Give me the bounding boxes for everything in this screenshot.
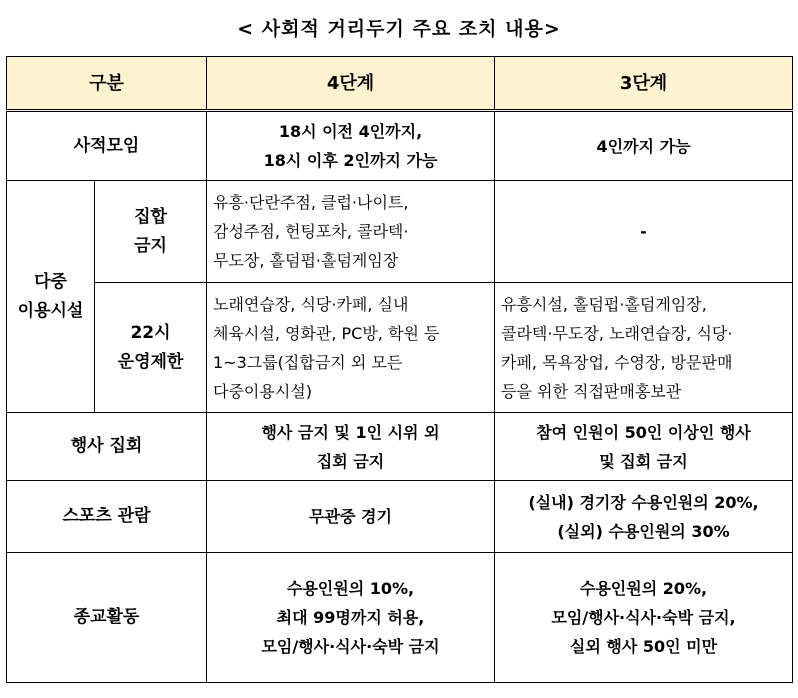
label-sports: 스포츠 관람 — [7, 481, 207, 553]
text-line: 이용시설 — [17, 300, 84, 321]
text-line: 집합 — [134, 206, 167, 227]
row-multi-use-restrict — [7, 283, 793, 413]
text-line: 콜라텍·무도장, 노래연습장, 식당· — [501, 323, 733, 343]
text-line: 18시 이후 2인까지 가능 — [263, 151, 438, 170]
text-line: (실외) 수용인원의 30% — [557, 521, 730, 541]
text-line: 수용인원의 20%, — [579, 579, 708, 598]
row-private-gathering — [7, 111, 793, 181]
text-line: 22시 — [130, 322, 171, 343]
text-line: 모임/행사·식사·숙박 금지, — [551, 608, 736, 627]
private-gathering-level4 — [207, 111, 495, 181]
religion-level4 — [207, 553, 495, 683]
ban-level4 — [207, 181, 495, 283]
document-title: < 사회적 거리두기 주요 조치 내용> — [237, 18, 561, 40]
events-level3 — [495, 413, 793, 481]
row-multi-use-ban — [7, 181, 793, 283]
text-line: 최대 99명까지 허용, — [276, 608, 425, 627]
text-line: 유흥시설, 홀덤펍·홀덤게임장, — [501, 294, 707, 314]
text-line: 운영제한 — [117, 351, 184, 372]
text-line: 다중이용시설) — [213, 381, 312, 401]
restrict-level4 — [207, 283, 495, 413]
text-line: 4인까지 가능 — [596, 136, 691, 156]
religion-level3 — [495, 553, 793, 683]
text-line: (실내) 경기장 수용인원의 20%, — [528, 492, 759, 512]
label-religion: 종교활동 — [7, 553, 207, 683]
measures-table — [6, 56, 793, 683]
text-line: 수용인원의 10%, — [286, 579, 415, 598]
text-line: 등을 위한 직접판매홍보관 — [501, 381, 682, 401]
label-restrict — [95, 283, 207, 413]
text-line: 1~3그룹(집합금지 외 모든 — [213, 352, 403, 372]
ban-level3 — [495, 181, 793, 283]
text-line: 카페, 목욕장업, 수영장, 방문판매 — [501, 352, 733, 372]
label-private-gathering: 사적모임 — [7, 111, 207, 181]
text-line: 체육시설, 영화관, PC방, 학원 등 — [213, 323, 440, 343]
row-religion — [7, 553, 793, 683]
text-line: 실외 행사 50인 미만 — [569, 637, 718, 656]
text-line: 다중 — [34, 271, 67, 292]
text-line: 무관중 경기 — [309, 507, 392, 526]
sports-level3 — [495, 481, 793, 553]
row-sports — [7, 481, 793, 553]
text-line: - — [640, 222, 647, 241]
text-line: 노래연습장, 식당·카페, 실내 — [213, 294, 409, 314]
label-events: 행사 집회 — [7, 413, 207, 481]
text-line: 유흥·단란주점, 클럽·나이트, — [213, 193, 409, 212]
table-header-row — [7, 57, 793, 111]
text-line: 참여 인원이 50인 이상인 행사 — [536, 422, 751, 442]
restrict-level3 — [495, 283, 793, 413]
text-line: 및 집회 금지 — [599, 451, 688, 471]
header-category: 구분 — [7, 57, 207, 111]
text-line: 집회 금지 — [316, 451, 385, 471]
text-line: 18시 이전 4인까지, — [278, 122, 423, 141]
label-multi-use — [7, 181, 95, 413]
events-level4 — [207, 413, 495, 481]
sports-level4 — [207, 481, 495, 553]
header-level3: 3단계 — [495, 57, 793, 111]
text-line: 금지 — [134, 235, 167, 256]
label-ban — [95, 181, 207, 283]
private-gathering-level3 — [495, 111, 793, 181]
text-line: 행사 금지 및 1인 시위 외 — [261, 422, 440, 442]
text-line: 감성주점, 헌팅포차, 콜라텍· — [213, 222, 409, 241]
header-level4: 4단계 — [207, 57, 495, 111]
row-events — [7, 413, 793, 481]
text-line: 모임/행사·식사·숙박 금지 — [261, 637, 440, 656]
text-line: 무도장, 홀덤펍·홀덤게임장 — [213, 251, 399, 270]
